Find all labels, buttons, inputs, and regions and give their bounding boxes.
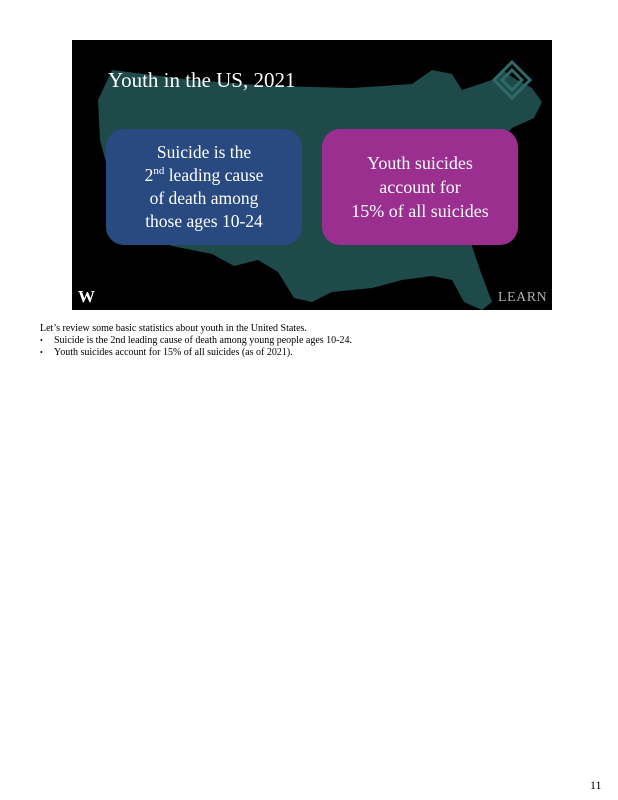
list-item: • Suicide is the 2nd leading cause of death among young people ages 10-24. — [40, 335, 352, 346]
box-line: Suicide is the — [156, 142, 252, 162]
box-line: 2nd leading cause — [144, 165, 264, 185]
slide-title: Youth in the US, 2021 — [108, 68, 296, 92]
box-line: those ages 10-24 — [145, 211, 263, 231]
box-line: account for — [379, 177, 461, 197]
stat-box-leading-cause — [106, 129, 302, 245]
box-line: of death among — [149, 188, 259, 208]
slide-image — [72, 40, 552, 310]
notes-bullet-list — [40, 335, 580, 359]
speaker-notes — [40, 323, 580, 359]
list-item: • Youth suicides account for 15% of all suicides (as of 2021). — [40, 347, 293, 358]
notes-intro: Let’s review some basic statistics about youth in the United States. — [40, 323, 307, 334]
stat-box-percent-suicides — [322, 129, 518, 245]
diamond-logo-icon — [492, 60, 532, 100]
page-number: 11 — [590, 778, 602, 792]
w-logo: W — [78, 287, 95, 306]
box-line: Youth suicides — [367, 153, 473, 173]
learn-label: LEARN — [498, 290, 548, 305]
box-line: 15% of all suicides — [351, 201, 489, 221]
